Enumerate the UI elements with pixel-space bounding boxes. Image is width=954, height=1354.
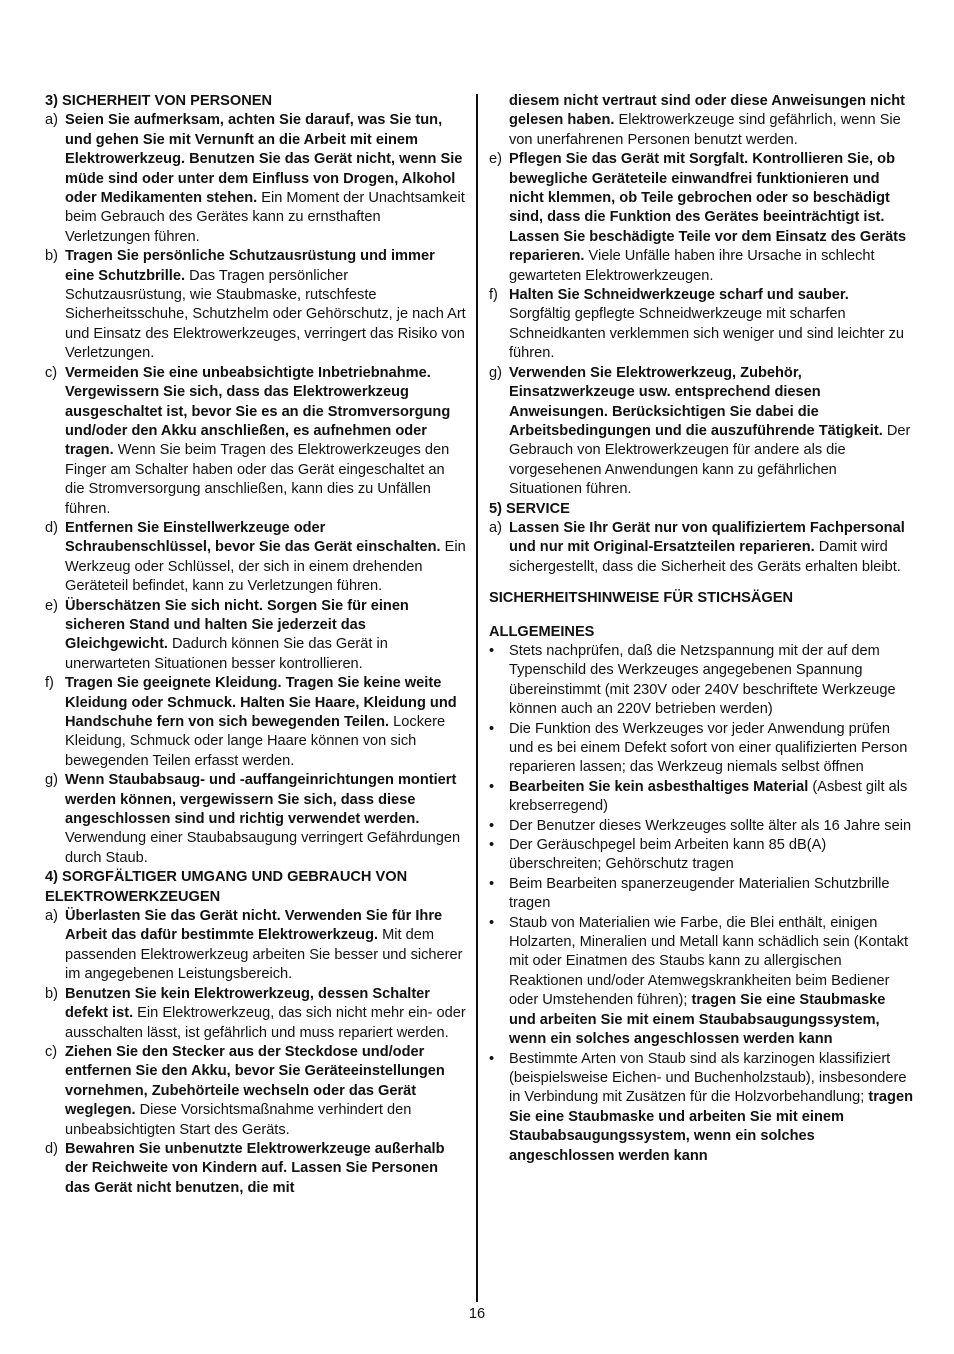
- column-divider: [476, 94, 478, 1302]
- list-item: [489, 720, 913, 778]
- explanation-text: Bestimmte Arten von Staub sind als karzinogen klassifiziert (beispielsweise Eichen- und Buchenholzstaub), insbesondere in Verbindung mit Zusätzen für die Holzvorbehandlung;: [509, 1050, 907, 1106]
- list-marker: •: [489, 914, 495, 931]
- list-item-text: [65, 985, 467, 1043]
- explanation-text: Das Tragen persönlicher Schutzausrüstung, wie Staubmaske, rutschfeste Sicherheitsschuhe, Schutzhelm oder Gehörschutz, je nach Art und Einsatz des Elektrowerkzeuges, verringert das Risiko von Verletzungen.: [65, 267, 466, 362]
- bold-instruction: Bewahren Sie unbenutzte Elektrowerkzeuge außerhalb der Reichweite von Kindern auf. Lassen Sie Personen das Gerät nicht benutzen, die mit: [65, 1140, 445, 1196]
- explanation-text: Lockere Kleidung, Schmuck oder lange Haare können von sich bewegenden Teilen erfasst werden.: [65, 714, 446, 769]
- explanation-text: Mit dem passenden Elektrowerkzeug arbeiten Sie besser und sicherer im angegebenen Leistungsbereich.: [65, 927, 463, 983]
- bold-instruction: tragen Sie eine Staubmaske und arbeiten Sie mit einem Staubabsaugungssystem, wenn ein solches angeschlossen werden kann: [509, 992, 886, 1048]
- explanation-text: Viele Unfälle haben ihre Ursache in schlecht gewarteten Elektrowerkzeugen.: [509, 248, 875, 284]
- list-item-text: [509, 1050, 913, 1166]
- list-item-text: [509, 150, 913, 286]
- list-marker: •: [489, 837, 495, 854]
- list-item-text: [509, 817, 913, 836]
- list-item-text: [509, 875, 913, 914]
- list-item: [489, 150, 913, 286]
- list-marker: g): [45, 772, 58, 789]
- list-item: [489, 642, 913, 720]
- section-heading: ALLGEMEINES: [489, 623, 595, 640]
- explanation-text: Ein Werkzeug oder Schlüssel, der sich in einem drehenden Geräteteil befindet, kann zu Verletzungen führen.: [65, 539, 466, 595]
- list-item: [45, 364, 467, 519]
- page-number: 16: [468, 1306, 486, 1322]
- list-marker: •: [489, 720, 495, 737]
- explanation-text: Staub von Materialien wie Farbe, die Blei enthält, einigen Holzarten, Mineralien und Metall kann schädlich sein (Kontakt mit oder Einatmen des Staubs kann zu allergischen Reaktionen und/oder Atemwegskrankheiten beim Bediener oder Umstehenden führen);: [509, 914, 909, 1009]
- list-marker: •: [489, 875, 495, 892]
- list-item: [45, 907, 467, 985]
- list-item-text: [65, 247, 467, 363]
- explanation-text: Ein Elektrowerkzeug, das sich nicht mehr ein- oder ausschalten lässt, ist gefährlich und muss repariert werden.: [65, 1005, 466, 1041]
- list-item-text: [65, 364, 467, 519]
- list-item: [489, 914, 913, 1050]
- list-marker: g): [489, 364, 502, 381]
- bold-instruction: Ziehen Sie den Stecker aus der Steckdose und/oder entfernen Sie den Akku, bevor Sie Geräteeinstellungen vornehmen, Zubehörteile wechseln oder das Gerät weglegen.: [65, 1043, 445, 1119]
- list-marker: a): [45, 112, 58, 129]
- list-marker: •: [489, 817, 495, 834]
- list-marker: b): [45, 248, 58, 265]
- list-marker: f): [489, 287, 498, 304]
- list-item-text: [65, 771, 467, 868]
- list-item-text: [509, 642, 913, 720]
- list-marker: •: [489, 642, 495, 659]
- list-marker: c): [45, 1043, 58, 1060]
- bold-instruction: Überlasten Sie das Gerät nicht. Verwenden Sie für Ihre Arbeit das dafür bestimmte Elektrowerkzeug.: [65, 908, 443, 944]
- bold-instruction: Halten Sie Schneidwerkzeuge scharf und sauber.: [509, 287, 849, 304]
- list-item: [45, 247, 467, 363]
- list-item: [45, 519, 467, 597]
- explanation-text: Damit wird sichergestellt, dass die Sicherheit des Geräts erhalten bleibt.: [509, 539, 901, 575]
- explanation-text: Der Geräuschpegel beim Arbeiten kann 85 dB(A) überschreiten; Gehörschutz tragen: [509, 837, 827, 873]
- list-item-text: [65, 1140, 467, 1198]
- list-item-text: [65, 674, 467, 771]
- list-item-text: [65, 111, 467, 247]
- list-marker: e): [45, 597, 58, 614]
- section-heading: 3) SICHERHEIT VON PERSONEN: [45, 93, 273, 109]
- list-marker: d): [45, 519, 58, 536]
- bold-instruction: Tragen Sie persönliche Schutzausrüstung und immer eine Schutzbrille.: [65, 248, 435, 284]
- list-marker: f): [45, 675, 54, 692]
- list-marker: e): [489, 151, 502, 168]
- list-marker: •: [489, 1050, 495, 1067]
- list-item: [45, 674, 467, 771]
- list-item: [45, 1043, 467, 1140]
- list-item: [489, 519, 913, 577]
- explanation-text: Beim Bearbeiten spanerzeugender Materialien Schutzbrille tragen: [509, 875, 890, 912]
- list-item-text: [65, 519, 467, 597]
- list-item: [489, 836, 913, 875]
- explanation-text: Wenn Sie beim Tragen des Elektrowerkzeuges den Finger am Schalter haben oder das Gerät eingeschaltet an die Stromversorgung anschließen, kann dies zu Unfällen führen.: [65, 442, 450, 517]
- list-item-text: [509, 914, 913, 1050]
- bold-instruction: Seien Sie aufmerksam, achten Sie darauf, was Sie tun, und gehen Sie mit Vernunft an die Arbeit mit einem Elektrowerkzeug. Benutzen Sie das Gerät nicht, wenn Sie müde sind oder unter dem Einfluss von Drogen, Alkohol oder Medikamenten stehen.: [65, 112, 463, 207]
- list-marker: b): [45, 985, 58, 1002]
- section-heading: 5) SERVICE: [489, 500, 570, 517]
- list-marker: c): [45, 364, 58, 381]
- list-item-text: [65, 597, 467, 675]
- list-item: [45, 597, 467, 675]
- list-item: [45, 771, 467, 868]
- explanation-text: Stets nachprüfen, daß die Netzspannung mit der auf dem Typenschild des Werkzeuges angegebenen Spannung übereinstimmt (mit 230V oder 240V beschriftete Werkzeuge können auch an 220V betrieben werden): [509, 642, 896, 718]
- list-item: [489, 286, 913, 364]
- list-item-text: [65, 907, 467, 985]
- list-marker: d): [45, 1140, 58, 1157]
- bold-instruction: Überschätzen Sie sich nicht. Sorgen Sie für einen sicheren Stand und halten Sie jederzeit das Gleichgewicht.: [65, 597, 409, 653]
- list-item-text: [509, 286, 913, 364]
- bold-instruction: Lassen Sie Ihr Gerät nur von qualifiziertem Fachpersonal und nur mit Original-Ersatzteilen reparieren.: [509, 519, 905, 556]
- list-marker: •: [489, 778, 495, 795]
- list-marker: a): [489, 519, 502, 536]
- list-item-text: [509, 836, 913, 875]
- explanation-text: Der Benutzer dieses Werkzeuges sollte älter als 16 Jahre sein: [509, 817, 912, 834]
- explanation-text: Ein Moment der Unachtsamkeit beim Gebrauch des Gerätes kann zu ernsthaften Verletzungen führen.: [65, 190, 465, 245]
- list-item: [489, 778, 913, 817]
- explanation-text: Die Funktion des Werkzeuges vor jeder Anwendung prüfen und es bei einem Defekt sofort von einer qualifizierten Person reparieren lassen; das Werkzeug niemals selbst öffnen: [509, 720, 908, 776]
- list-item-text: [65, 1043, 467, 1140]
- right-column: [489, 92, 913, 1166]
- list-marker: a): [45, 908, 58, 925]
- bold-instruction: Bearbeiten Sie kein asbesthaltiges Material: [509, 778, 809, 795]
- list-item: [489, 817, 913, 836]
- left-column: [45, 92, 467, 1198]
- explanation-text: (Asbest gilt als krebserregend): [509, 778, 908, 815]
- bold-instruction: tragen Sie eine Staubmaske und arbeiten Sie mit einem Staubabsaugungssystem, wenn ein solches angeschlossen werden kann: [509, 1089, 913, 1164]
- explanation-text: Diese Vorsichtsmaßnahme verhindert den unbeabsichtigten Start des Geräts.: [65, 1102, 412, 1138]
- list-item-text: [509, 778, 913, 817]
- list-item: [45, 111, 467, 247]
- list-item-text: [509, 519, 913, 577]
- list-item: [489, 875, 913, 914]
- explanation-text: Sorgfältig gepflegte Schneidwerkzeuge mit scharfen Schneidkanten verklemmen sich weniger und sind leichter zu führen.: [509, 306, 905, 362]
- bold-instruction: Tragen Sie geeignete Kleidung. Tragen Sie keine weite Kleidung oder Schmuck. Halten Sie Haare, Kleidung und Handschuhe fern von sich bewegenden Teilen.: [65, 675, 457, 730]
- list-item: [45, 1140, 467, 1198]
- bold-instruction: Pflegen Sie das Gerät mit Sorgfalt. Kontrollieren Sie, ob bewegliche Geräteteile einwandfrei funktionieren und nicht klemmen, ob Teile gebrochen oder so beschädigt sind, dass die Funktion des Gerätes beeinträchtigt ist. Lassen Sie beschädigte Teile vor dem Einsatz des Geräts reparieren.: [509, 151, 907, 265]
- explanation-text: Der Gebrauch von Elektrowerkzeugen für andere als die vorgesehenen Anwendungen kann zu gefährlichen Situationen führen.: [509, 422, 911, 498]
- list-item: [45, 985, 467, 1043]
- bold-instruction: Vermeiden Sie eine unbeabsichtigte Inbetriebnahme. Vergewissern Sie sich, dass das Elektrowerkzeug ausgeschaltet ist, bevor Sie es an die Stromversorgung und/oder den Akku anschließen, es aufnehmen oder tragen.: [65, 364, 451, 459]
- explanation-text: Dadurch können Sie das Gerät in unerwarteten Situationen besser kontrollieren.: [65, 636, 388, 672]
- explanation-text: Verwendung einer Staubabsaugung verringert Gefährdungen durch Staub.: [65, 830, 461, 866]
- list-item-text: [509, 720, 913, 778]
- paragraph-continuation: [489, 92, 913, 150]
- bold-instruction: Verwenden Sie Elektrowerkzeug, Zubehör, Einsatzwerkzeuge usw. entsprechend diesen Anweisungen. Berücksichtigen Sie dabei die Arbeitsbedingungen und die auszuführende Tätigkeit.: [509, 364, 883, 439]
- section-heading: SICHERHEITSHINWEISE FÜR STICHSÄGEN: [489, 590, 794, 607]
- explanation-text: Elektrowerkzeuge sind gefährlich, wenn Sie von unerfahrenen Personen benutzt werden.: [509, 112, 901, 148]
- bold-instruction: Benutzen Sie kein Elektrowerkzeug, dessen Schalter defekt ist.: [65, 985, 430, 1022]
- list-item-text: [509, 364, 913, 500]
- bold-instruction: diesem nicht vertraut sind oder diese Anweisungen nicht gelesen haben.: [509, 93, 906, 129]
- section-heading: 4) SORGFÄLTIGER UMGANG UND GEBRAUCH VON ELEKTROWERKZEUGEN: [45, 869, 408, 905]
- list-item: [489, 364, 913, 500]
- list-item: [489, 1050, 913, 1166]
- bold-instruction: Wenn Staubabsaug- und -auffangeinrichtungen montiert werden können, vergewissern Sie sich, dass diese angeschlossen sind und richtig verwendet werden.: [65, 772, 457, 828]
- bold-instruction: Entfernen Sie Einstellwerkzeuge oder Schraubenschlüssel, bevor Sie das Gerät einschalten.: [65, 519, 441, 556]
